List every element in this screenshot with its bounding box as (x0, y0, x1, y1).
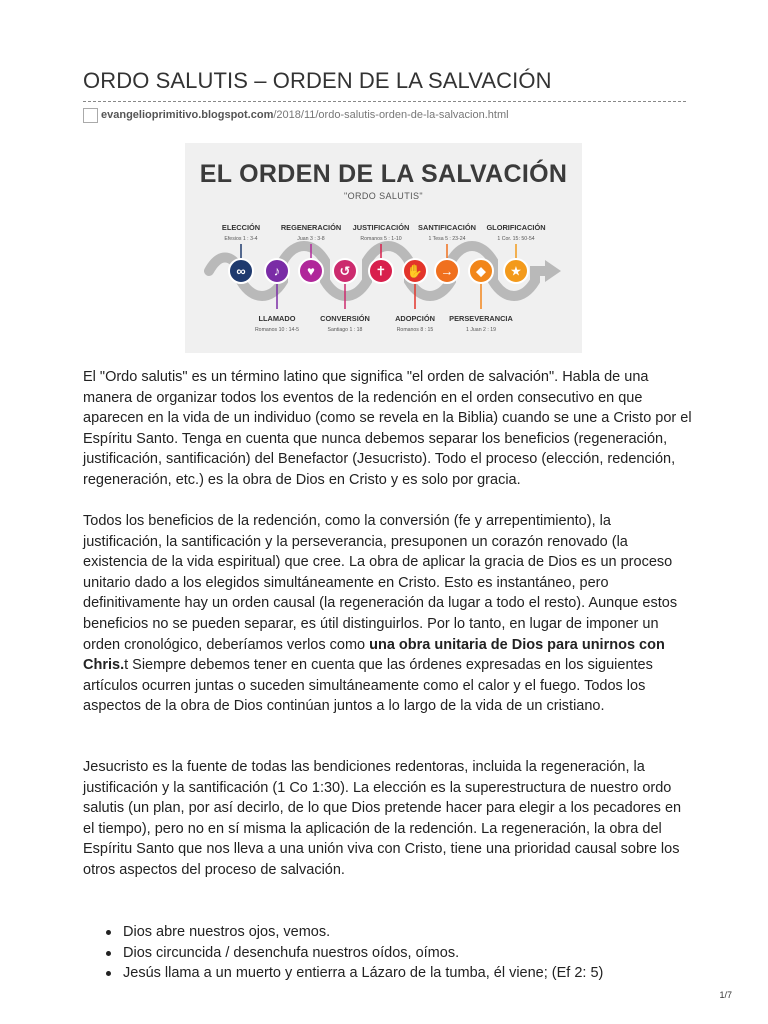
step-label: ADOPCIÓN (395, 314, 435, 323)
crown-icon: ★ (510, 263, 522, 279)
step-label: REGENERACIÓN (280, 223, 342, 232)
step-reference: 1 Tesa 5 : 23-24 (428, 236, 466, 242)
title-divider (83, 101, 686, 102)
list-item: Dios circuncida / desenchufa nuestros oídos, oímos. (83, 943, 603, 964)
infographic-subtitle: "ORDO SALUTIS" (343, 191, 423, 201)
infinity-icon: ∞ (236, 263, 246, 279)
step-label: GLORIFICACIÓN (486, 223, 546, 232)
step-reference: 1 Cor. 15: 50-54 (497, 236, 535, 242)
infographic-title: EL ORDEN DE LA SALVACIÓN (199, 160, 568, 188)
hand-icon: ✋ (406, 263, 424, 279)
paragraph-1: El "Ordo salutis" es un término latino que significa "el orden de salvación". Habla de una manera de organizar todos los eventos de la redención en el orden consecutivo en que aparecen en la vida de un individuo (como se revela en la Biblia) cuando se une a Cristo por el Espíritu Santo. Tenga en cuenta que nunca debemos separar los beneficios (regeneración, justificación, santificación) del Benefactor (Jesucristo). Todo el proceso (elección, redención, regeneración, etc.) es la obra de Dios en Cristo y es solo por gracia. (83, 369, 692, 488)
step-label: SANTIFICACIÓN (418, 223, 476, 232)
ordo-salutis-infographic (185, 143, 582, 353)
speaker-icon: ♪ (273, 263, 281, 279)
infographic-diagram (185, 143, 582, 353)
source-url[interactable] (83, 106, 509, 124)
step-reference: Efesios 1 : 3-4 (224, 236, 258, 242)
step-reference: Santiago 1 : 18 (327, 327, 363, 333)
step-reference: Romanos 10 : 14-5 (254, 327, 300, 333)
paragraph-2 (83, 511, 693, 717)
step-reference: 1 Juan 2 : 19 (466, 327, 496, 333)
source-path[interactable]: /2018/11/ordo-salutis-orden-de-la-salvacion.html (273, 109, 509, 121)
step-reference: Romanos 8 : 15 (396, 327, 434, 333)
paragraph-2-end: t Siempre debemos tener en cuenta que las órdenes expresadas en los siguientes artículos ocurren juntas o suceden simultáneamente como el calor y el fuego. Todos los aspectos de la obra de Dios continúan juntos a lo largo de la vida de un cristiano. (83, 657, 653, 715)
step-label: ELECCIÓN (221, 223, 261, 232)
step-label: LLAMADO (258, 314, 296, 323)
list-item: Jesús llama a un muerto y entierra a Lázaro de la tumba, él viene; (Ef 2: 5) (83, 963, 603, 984)
step-reference: Juan 3 : 3-8 (297, 236, 325, 242)
page-number: 1/7 (719, 990, 732, 1000)
paragraph-3: Jesucristo es la fuente de todas las bendiciones redentoras, incluida la regeneración, la justificación y la santificación (1 Co 1:30). La elección es la superestructura de nuestro ordo salutis (un plan, por así decirlo, de lo que Dios pretende hacer para elegir a los pecadores en el tiempo), pero no en sí misma la aplicación de la redención. La regeneración, la obra del Espíritu Santo que nos lleva a una unión viva con Cristo, tiene una prioridad causal sobre los otros aspectos del proceso de salvación. (83, 759, 682, 878)
favicon-icon (83, 108, 98, 123)
step-label: CONVERSIÓN (320, 314, 370, 323)
paragraph-2-bold: una obra unitaria de Dios para unirnos con Chris. (83, 636, 665, 674)
bullet-list (83, 922, 603, 984)
source-domain[interactable]: evangelioprimitivo.blogspot.com (101, 109, 274, 121)
heart-icon: ♥ (307, 263, 315, 279)
runner-icon: → (440, 263, 454, 279)
path-arrowhead (545, 260, 561, 282)
list-item: Dios abre nuestros ojos, vemos. (83, 922, 603, 943)
cross-icon: ✝ (375, 263, 387, 279)
shield-icon: ◆ (476, 263, 486, 279)
step-label: PERSEVERANCIA (449, 314, 513, 323)
turn-around-icon: ↺ (339, 263, 351, 279)
paragraph-2-start: Todos los beneficios de la redención, como la conversión (fe y arrepentimiento), la justificación, la santificación y la perseverancia, presuponen un corazón renovado (la existencia de la vida espiritual) que cree. La obra de aplicar la gracia de Dios es un proceso unitario dado a los elegidos simultáneamente en Cristo. Esto es instantáneo, pero definitivamente hay un orden causal (la regeneración da lugar a todo el resto). Aunque estos beneficios no se pueden separar, es útil distinguirlos. Por lo tanto, en lugar de imponer un orden cronológico, deberíamos verlos como (83, 513, 678, 653)
step-label: JUSTIFICACIÓN (352, 223, 410, 232)
step-reference: Romanos 5 : 1-10 (360, 236, 402, 242)
page-title: ORDO SALUTIS – ORDEN DE LA SALVACIÓN (83, 68, 552, 93)
